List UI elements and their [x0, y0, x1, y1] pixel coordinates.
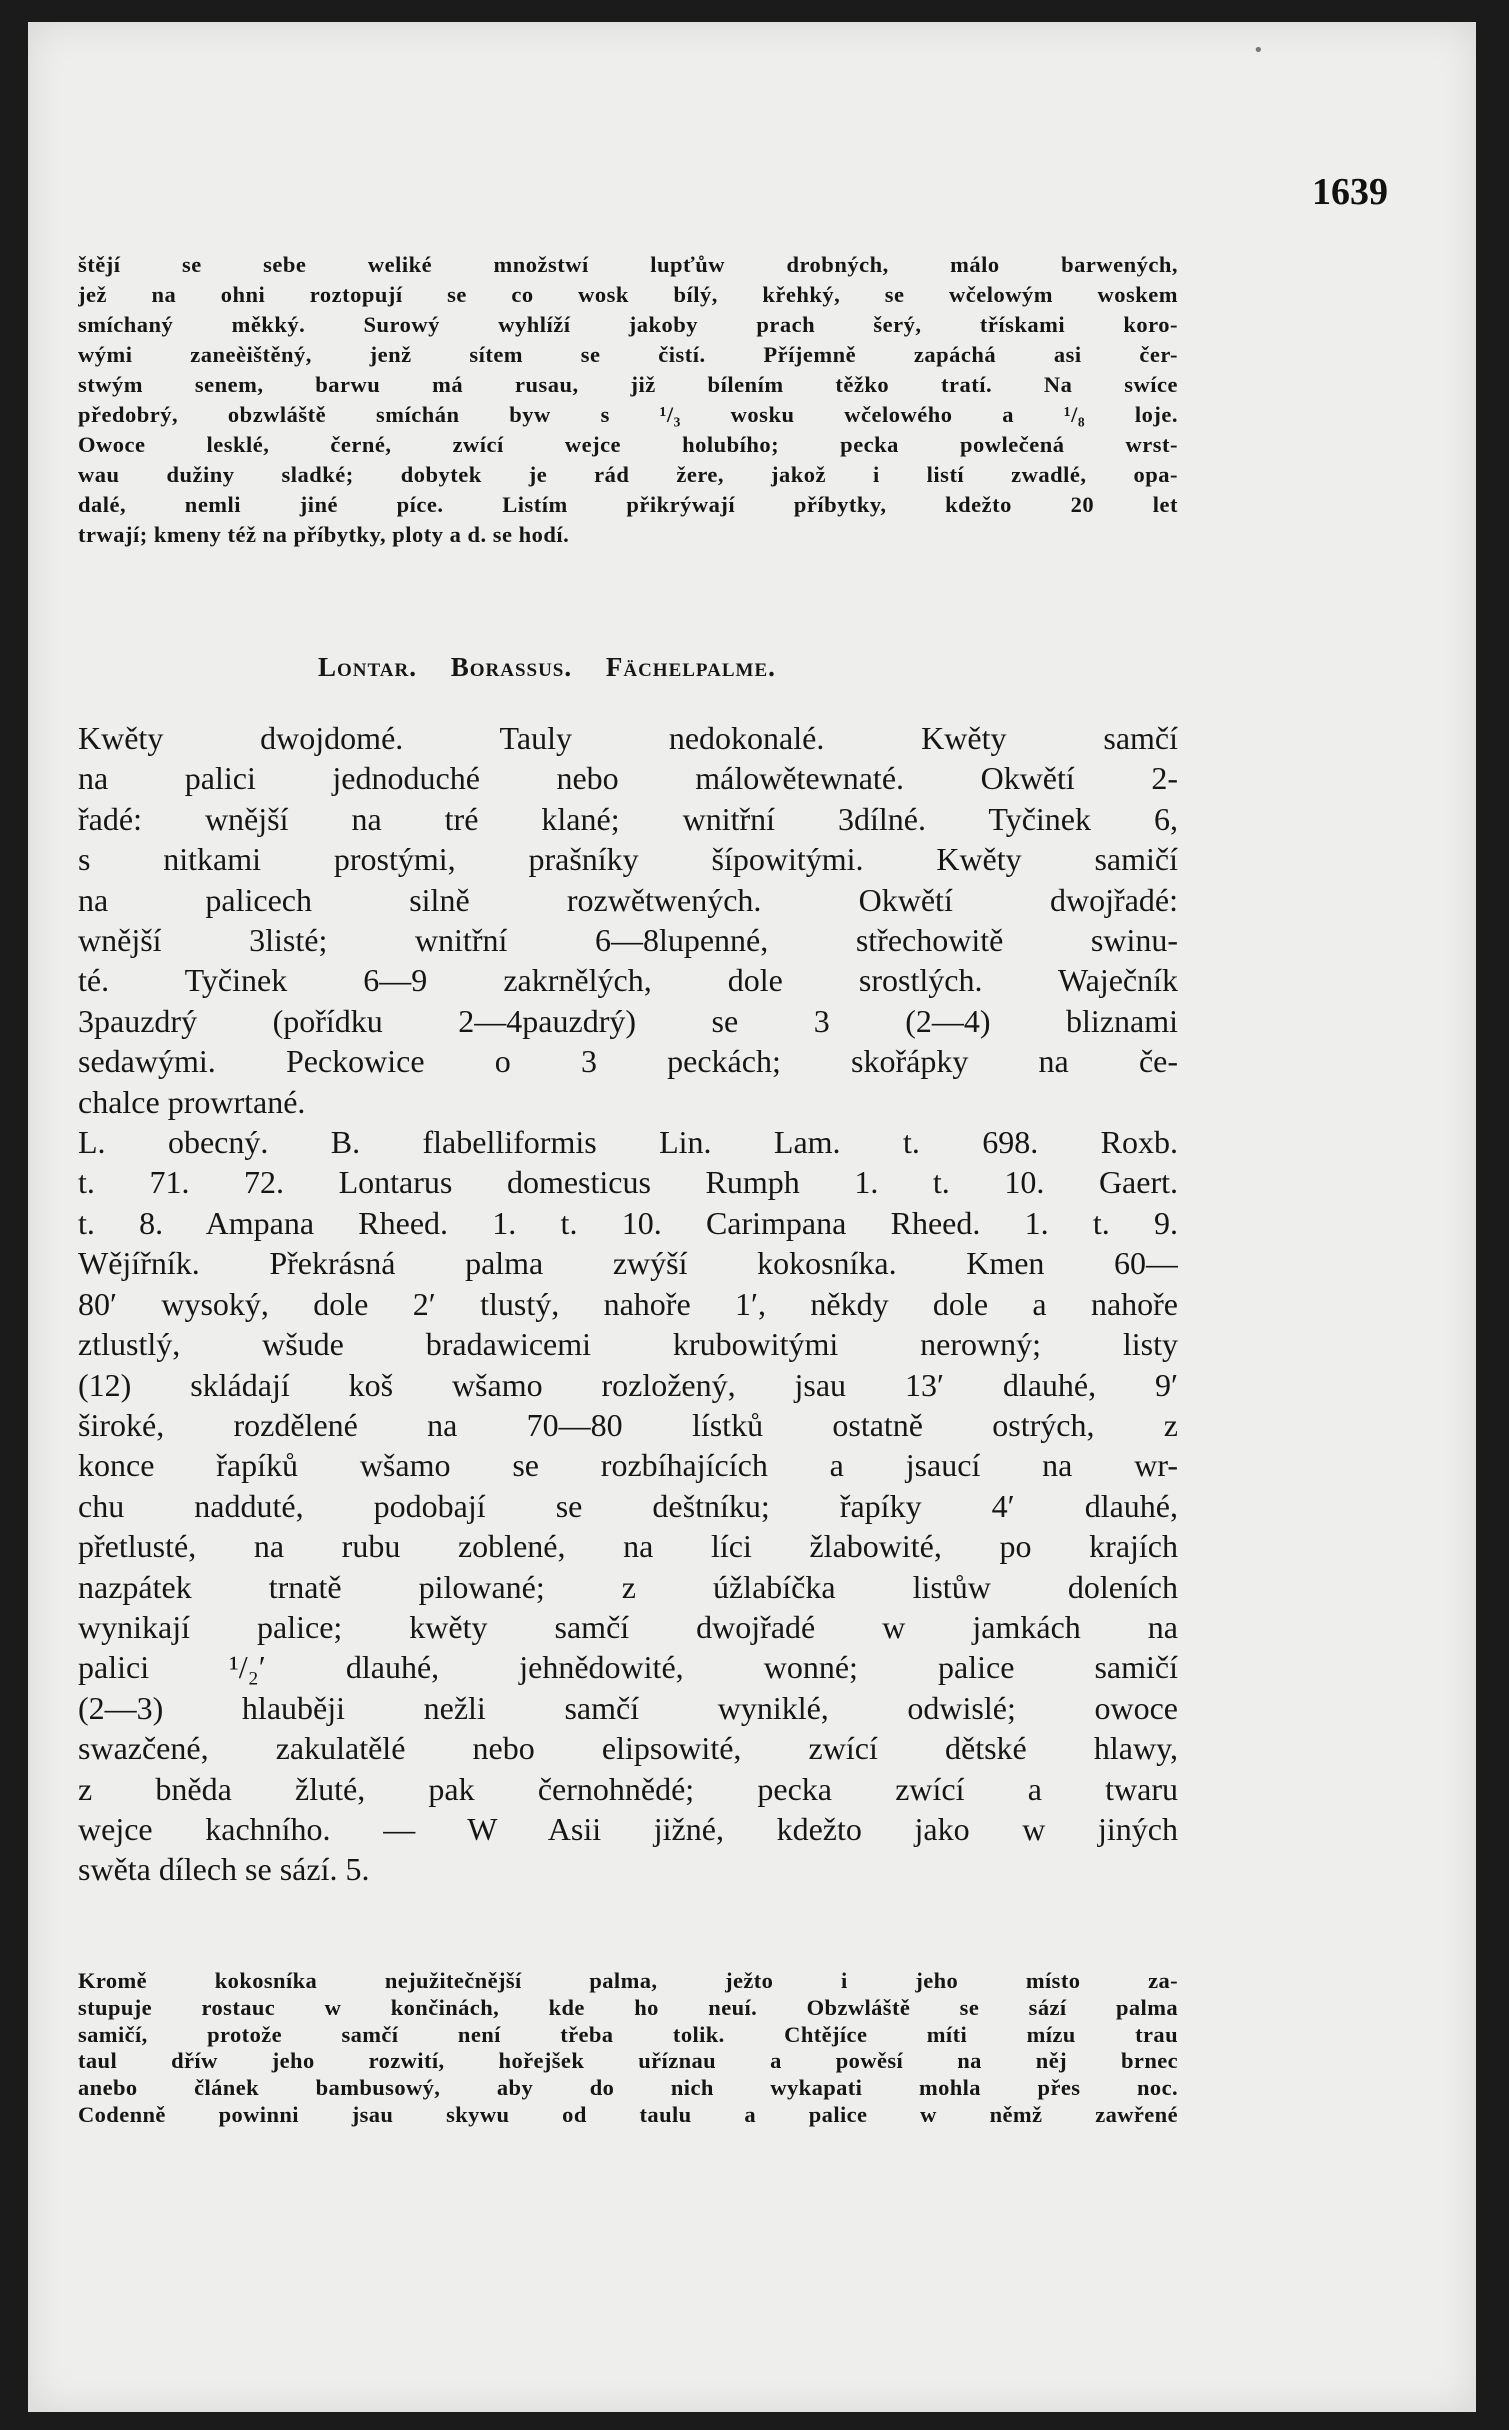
page-number: 1639: [1312, 171, 1388, 213]
text-line: taul dříw jeho rozwití, hořejšek uříznau a powěsí na něj brnec: [78, 2048, 1178, 2074]
heading-german-name: Fächelpalme.: [605, 652, 776, 682]
text-line: chu nadduté, podobají se deštníku; řapíky 4′ dlauhé,: [78, 1487, 1178, 1524]
text-line: štějí se sebe weliké množstwí lupťůw drobných, málo barwených,: [78, 252, 1178, 277]
text-line: trwají; kmeny též na příbytky, ploty a d. se hodí.: [78, 522, 570, 547]
heading-latin-name: Borassus.: [450, 652, 573, 682]
text-line: anebo článek bambusowý, aby do nich wykapati mohla přes noc.: [78, 2075, 1178, 2101]
heading-czech-name: Lontar.: [318, 652, 417, 682]
text-line: sedawými. Peckowice o 3 peckách; skořápky na če-: [78, 1043, 1178, 1080]
text-line: (2—3) hlauběji nežli samčí wyniklé, odwislé; owoce: [78, 1689, 1178, 1726]
text-line: Kromě kokosníka nejužitečnější palma, ježto i jeho místo za-: [78, 1968, 1178, 1993]
text-line: Kwěty dwojdomé. Tauly nedokonalé. Kwěty samčí: [78, 720, 1178, 756]
page-dot-mark: •: [1253, 40, 1264, 61]
text-line: wejce kachního. — W Asii jižné, kdežto jako w jiných: [78, 1810, 1178, 1847]
text-line: chalce prowrtané.: [78, 1083, 306, 1120]
text-line: z bněda žluté, pak černohnědé; pecka zwící a twaru: [78, 1770, 1178, 1807]
text-line: wými zaneèištěný, jenž sítem se čistí. Příjemně zapáchá asi čer-: [78, 342, 1178, 367]
text-line: wau dužiny sladké; dobytek je rád žere, jakož i listí zwadlé, opa-: [78, 462, 1178, 487]
intro-paragraph: [78, 250, 1178, 550]
text-line: jež na ohni roztopují se co wosk bílý, křehký, se wčelowým woskem: [78, 282, 1178, 307]
text-line: t. 71. 72. Lontarus domesticus Rumph 1. t. 10. Gaert.: [78, 1164, 1178, 1201]
book-page: [28, 22, 1476, 2412]
text-line: široké, rozdělené na 70—80 lístků ostatně ostrých, z: [78, 1406, 1178, 1443]
footnote: [78, 1968, 1178, 2129]
text-line: stwým senem, barwu má rusau, již bílením těžko tratí. Na swíce: [78, 372, 1178, 397]
text-line: 80′ wysoký, dole 2′ tlustý, nahoře 1′, někdy dole a nahoře: [78, 1285, 1178, 1322]
text-line: s nitkami prostými, prašníky šípowitými. Kwěty samičí: [78, 841, 1178, 878]
text-line: přetlusté, na rubu zoblené, na líci žlabowité, po krajích: [78, 1528, 1178, 1565]
text-line: smíchaný měkký. Surowý wyhlíží jakoby prach šerý, třískami koro-: [78, 312, 1178, 337]
text-line: swazčené, zakulatělé nebo elipsowité, zwící dětské hlawy,: [78, 1730, 1178, 1767]
text-line: na palicech silně rozwětwených. Okwětí dwojřadé:: [78, 881, 1178, 918]
text-line: Wějířník. Překrásná palma zwýší kokosníka. Kmen 60—: [78, 1245, 1178, 1282]
text-line: předobrý, obzwláště smíchán byw s ¹/₃ wosku wčelowého a ¹/₈ loje.: [78, 402, 1178, 427]
section-heading: [318, 652, 802, 683]
text-line: nazpátek trnatě pilowané; z úžlabíčka listůw doleních: [78, 1568, 1178, 1605]
text-line: řadé: wnější na tré klané; wnitřní 3dílné. Tyčinek 6,: [78, 800, 1178, 837]
text-line: ztlustlý, wšude bradawicemi krubowitými nerowný; listy: [78, 1326, 1178, 1363]
text-line: Codenně powinni jsau skywu od taulu a palice w němž zawřené: [78, 2101, 1178, 2127]
text-line: konce řapíků wšamo se rozbíhajících a jsaucí na wr-: [78, 1447, 1178, 1484]
text-line: wynikají palice; kwěty samčí dwojřadé w jamkách na: [78, 1608, 1178, 1645]
text-line: dalé, nemli jiné píce. Listím přikrýwají příbytky, kdežto 20 let: [78, 492, 1178, 517]
text-line: swěta dílech se sází. 5.: [78, 1851, 370, 1888]
text-line: 3pauzdrý (pořídku 2—4pauzdrý) se 3 (2—4) bliznami: [78, 1002, 1178, 1039]
genus-description: [78, 718, 1178, 1890]
text-line: L. obecný. B. flabelliformis Lin. Lam. t. 698. Roxb.: [78, 1124, 1178, 1161]
text-line: Owoce lesklé, černé, zwící wejce holubího; pecka powlečená wrst-: [78, 432, 1178, 457]
text-line: té. Tyčinek 6—9 zakrnělých, dole srostlých. Waječník: [78, 962, 1178, 999]
text-line: (12) skládají koš wšamo rozložený, jsau 13′ dlauhé, 9′: [78, 1366, 1178, 1403]
text-line: wnější 3listé; wnitřní 6—8lupenné, střechowitě swinu-: [78, 922, 1178, 959]
text-line: stupuje rostauc w končinách, kde ho neuí. Obzwláště se sází palma: [78, 1994, 1178, 2020]
text-line: na palici jednoduché nebo málowětewnaté. Okwětí 2-: [78, 760, 1178, 797]
text-line: t. 8. Ampana Rheed. 1. t. 10. Carimpana Rheed. 1. t. 9.: [78, 1204, 1178, 1241]
text-line: palici ¹/₂′ dlauhé, jehnědowité, wonné; palice samičí: [78, 1649, 1178, 1686]
text-line: samičí, protože samčí není třeba tolik. Chtějíce míti mízu trau: [78, 2021, 1178, 2047]
